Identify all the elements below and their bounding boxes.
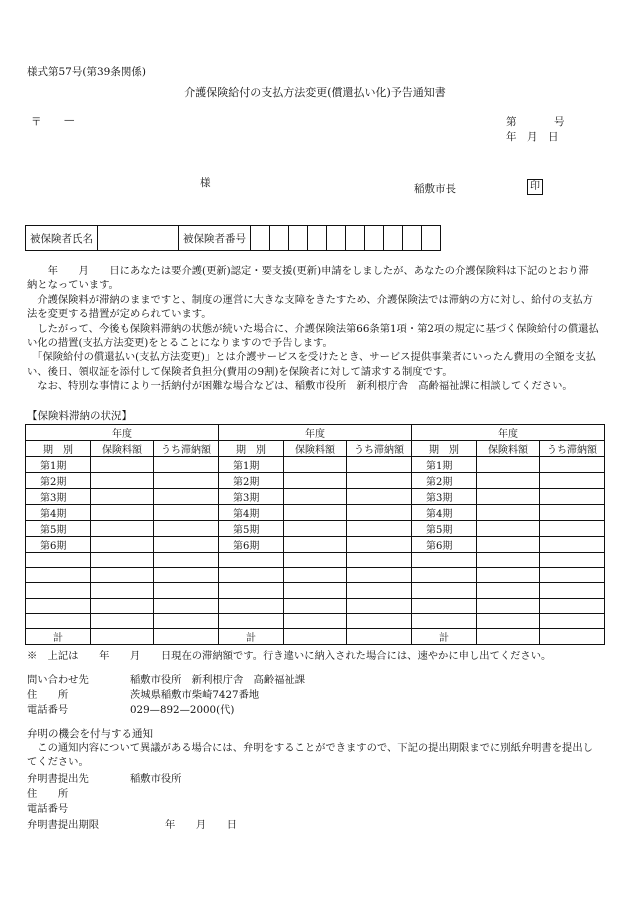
column-header: 保険料額 (91, 441, 154, 457)
period-label: 第3期 (412, 489, 477, 505)
postal-dash: — (64, 114, 75, 126)
postal-mark: 〒 (31, 116, 42, 128)
inquiry-value: 稲敷市役所 新利根庁舎 高齢福祉課 (130, 674, 306, 686)
address-label: 住 所 (27, 689, 69, 701)
insured-number-digit[interactable] (251, 226, 270, 251)
document-title: 介護保険給付の支払方法変更(償還払い化)予告通知書 (184, 86, 446, 99)
period-label: 第1期 (26, 457, 91, 473)
insured-number-digit[interactable] (327, 226, 346, 251)
submit-label: 弁明書提出先 (27, 773, 89, 785)
year-header: 年度 (26, 425, 219, 441)
period-label: 第6期 (26, 537, 91, 553)
document-number-suffix: 号 (554, 116, 565, 128)
bemei-heading: 弁明の機会を付与する通知 (27, 728, 153, 740)
column-header: うち滞納額 (540, 441, 605, 457)
addressee-honorific: 様 (200, 177, 211, 189)
bemei-phone-label: 電話番号 (27, 803, 69, 815)
total-label: 計 (219, 628, 284, 644)
period-label: 第3期 (26, 489, 91, 505)
year-header: 年度 (219, 425, 412, 441)
period-label: 第6期 (219, 537, 284, 553)
insured-number-digit[interactable] (403, 226, 422, 251)
form-number: 様式第57号(第39条関係) (27, 66, 146, 78)
insured-name-label: 被保険者氏名 (26, 226, 98, 251)
column-header: 保険料額 (477, 441, 540, 457)
insured-number-digit[interactable] (308, 226, 327, 251)
total-label: 計 (26, 628, 91, 644)
insured-number-digit[interactable] (422, 226, 441, 251)
insured-number-digit[interactable] (289, 226, 308, 251)
period-label: 第5期 (219, 521, 284, 537)
insured-name-field[interactable] (98, 226, 179, 251)
column-header: 期 別 (26, 441, 91, 457)
deadline-label: 弁明書提出期限 (27, 819, 100, 831)
paragraph: 「保険給付の償還払い(支払方法変更)」とは介護サービスを受けたとき、サービス提供事業者にいったん費用の全額を支払い、後日、領収証を添付して保険者負担分(費用の9割)を保険者に対して請求する制度です。 (27, 351, 596, 378)
period-label: 第5期 (412, 521, 477, 537)
arrears-table-3 (411, 424, 605, 645)
notice-body (27, 264, 599, 394)
column-header: うち滞納額 (154, 441, 219, 457)
phone-label: 電話番号 (27, 704, 69, 716)
submit-value: 稲敷市役所 (130, 773, 182, 785)
address-value: 茨城県稲敷市柴崎7427番地 (130, 689, 260, 701)
period-label: 第2期 (219, 473, 284, 489)
total-label: 計 (412, 628, 477, 644)
insured-info-table (25, 225, 441, 251)
sender-mayor: 稲敷市長 (414, 183, 456, 195)
inquiry-label: 問い合わせ先 (27, 674, 89, 686)
period-label: 第2期 (26, 473, 91, 489)
arrears-table-1 (25, 424, 219, 645)
paragraph: なお、特別な事情により一括納付が困難な場合などは、稲敷市役所 新利根庁舎 高齢福祉課に相談してください。 (27, 380, 573, 393)
arrears-table-2 (218, 424, 412, 645)
period-label: 第4期 (26, 505, 91, 521)
bemei-body (27, 741, 599, 770)
bemei-address-label: 住 所 (27, 788, 69, 800)
year-header: 年度 (412, 425, 605, 441)
insured-number-digit[interactable] (346, 226, 365, 251)
period-label: 第5期 (26, 521, 91, 537)
period-label: 第3期 (219, 489, 284, 505)
arrears-status-heading: 【保険料滞納の状況】 (27, 410, 132, 422)
issue-date: 年 月 日 (506, 131, 559, 143)
arrears-note: ※ 上記は 年 月 日現在の滞納額です。行き違いに納入された場合には、速やかに申し出てください。 (27, 650, 552, 662)
document-number-prefix: 第 (506, 116, 517, 128)
paragraph: この通知内容について異議がある場合には、弁明をすることができますので、下記の提出期限までに別紙弁明書を提出してください。 (27, 742, 593, 769)
deadline-value: 年 月 日 (165, 819, 238, 831)
period-label: 第4期 (412, 505, 477, 521)
column-header: うち滞納額 (347, 441, 412, 457)
insured-number-digit[interactable] (270, 226, 289, 251)
period-label: 第1期 (412, 457, 477, 473)
insured-number-digit[interactable] (365, 226, 384, 251)
insured-number-label: 被保険者番号 (179, 226, 251, 251)
paragraph: 介護保険料が滞納のままですと、制度の運営に大きな支障をきたすため、介護保険法では滞納の方に対し、給付の支払方法を変更する措置が定められています。 (27, 293, 593, 321)
period-label: 第1期 (219, 457, 284, 473)
paragraph: 年 月 日にあなたは要介護(更新)認定・要支援(更新)申請をしましたが、あなたの介護保険料は下記のとおり滞納となっています。 (27, 265, 589, 292)
column-header: 期 別 (412, 441, 477, 457)
period-label: 第4期 (219, 505, 284, 521)
column-header: 保険料額 (284, 441, 347, 457)
insured-number-digit[interactable] (384, 226, 403, 251)
paragraph: したがって、今後も保険料滞納の状態が続いた場合に、介護保険法第66条第1項・第2項の規定に基づく保険給付の償還払い化の措置(支払方法変更)をとることになりますので予告します。 (27, 322, 599, 350)
period-label: 第6期 (412, 537, 477, 553)
phone-value: 029—892—2000(代) (130, 704, 235, 716)
seal-mark: 印 (527, 179, 543, 195)
column-header: 期 別 (219, 441, 284, 457)
period-label: 第2期 (412, 473, 477, 489)
